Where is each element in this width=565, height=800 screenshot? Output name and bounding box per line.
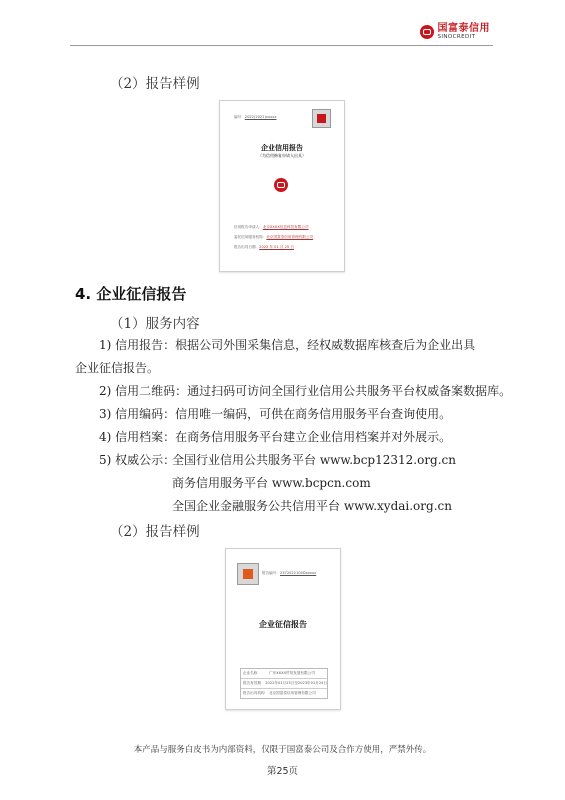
- sample1-seal-icon: [274, 178, 288, 192]
- sample2-info-table: [240, 668, 328, 699]
- service-item-1: 1) 信用报告：根据公司外围采集信息，经权威数据库核查后为企业出具企业征信报告。: [75, 338, 476, 375]
- credit-report-sample-image: [219, 100, 345, 272]
- section-heading: 4. 企业征信报告: [75, 285, 187, 303]
- sample2-row-value: 广东XXXX贸易发展有限公司: [269, 671, 315, 675]
- publicity-link-1: 全国行业信用公共服务平台 www.bcp12312.org.cn: [172, 453, 456, 467]
- publicity-link-3: 全国企业金融服务公共信用平台 www.xydai.org.cn: [172, 499, 452, 513]
- publicity-link-2: 商务信用服务平台 www.bcpcn.com: [172, 476, 371, 490]
- sample1-row-value: 2022 年 01 月 25 日: [259, 245, 294, 249]
- sample1-row-value: 北京XXXX信息科技有限公司: [262, 225, 309, 229]
- sample1-title: 企业信用报告: [261, 144, 303, 152]
- sample1-subtitle: （为信用修复申请人出具）: [258, 153, 306, 158]
- company-logo: [420, 24, 491, 41]
- service-item-2: 2) 信用二维码：通过扫码可访问全国行业信用公共服务平台权威备案数据库。: [99, 384, 512, 398]
- sample2-row-value: 2022年01月25日至2023年01月24日: [265, 681, 327, 685]
- sample2-row-value: 北京国富泰信用管理有限公司: [269, 691, 316, 695]
- service-item-3: 3) 信用编码：信用唯一编码，可供在商务信用服务平台查询使用。: [99, 407, 452, 421]
- subheading-sample-1: （2）报告样例: [110, 76, 200, 92]
- sample2-number-label: 报告编号：: [262, 571, 280, 575]
- sample1-row-value: 北京国富泰信用管理有限公司: [266, 235, 314, 239]
- subheading-service-content: （1）服务内容: [110, 316, 200, 332]
- sample1-qr-code-icon: [312, 109, 331, 128]
- service-item-4: 4) 信用档案：在商务信用服务平台建立企业信用档案并对外展示。: [99, 430, 452, 444]
- footer-note: 本产品与服务白皮书为内部资料，仅限于国富泰公司及合作方使用，严禁外传。: [133, 745, 432, 755]
- publicity-label: 5) 权威公示：: [99, 453, 176, 467]
- sample1-row-label: 报告出具日期：: [234, 245, 260, 249]
- sample2-title: 企业征信报告: [259, 620, 307, 629]
- sample2-qr-code-icon: [237, 563, 259, 585]
- sample1-row-label: 委托信用服务机构：: [234, 235, 267, 239]
- header-divider: [70, 45, 493, 46]
- logo-mark-icon: [420, 25, 434, 39]
- credit-investigation-report-sample-image: [225, 548, 341, 710]
- logo-en-text: SINOCREDIT: [437, 34, 476, 40]
- subheading-sample-2: （2）报告样例: [110, 524, 200, 540]
- logo-cn-text: 国富泰信用: [437, 23, 490, 34]
- sample2-number-value: 2372022105Dxxxxx: [279, 571, 317, 575]
- sample1-number-label: 编号：: [234, 115, 245, 119]
- sample1-row-label: 信用报告申请人：: [234, 225, 263, 229]
- sample1-number-value: 2022(2022)xxxxx: [244, 115, 277, 119]
- sample2-row-label: 报告出具机构: [243, 691, 265, 695]
- page-number: 第25页: [266, 766, 299, 777]
- sample2-row-label: 企业名称: [243, 671, 258, 675]
- sample2-row-label: 报告有效期: [243, 681, 261, 685]
